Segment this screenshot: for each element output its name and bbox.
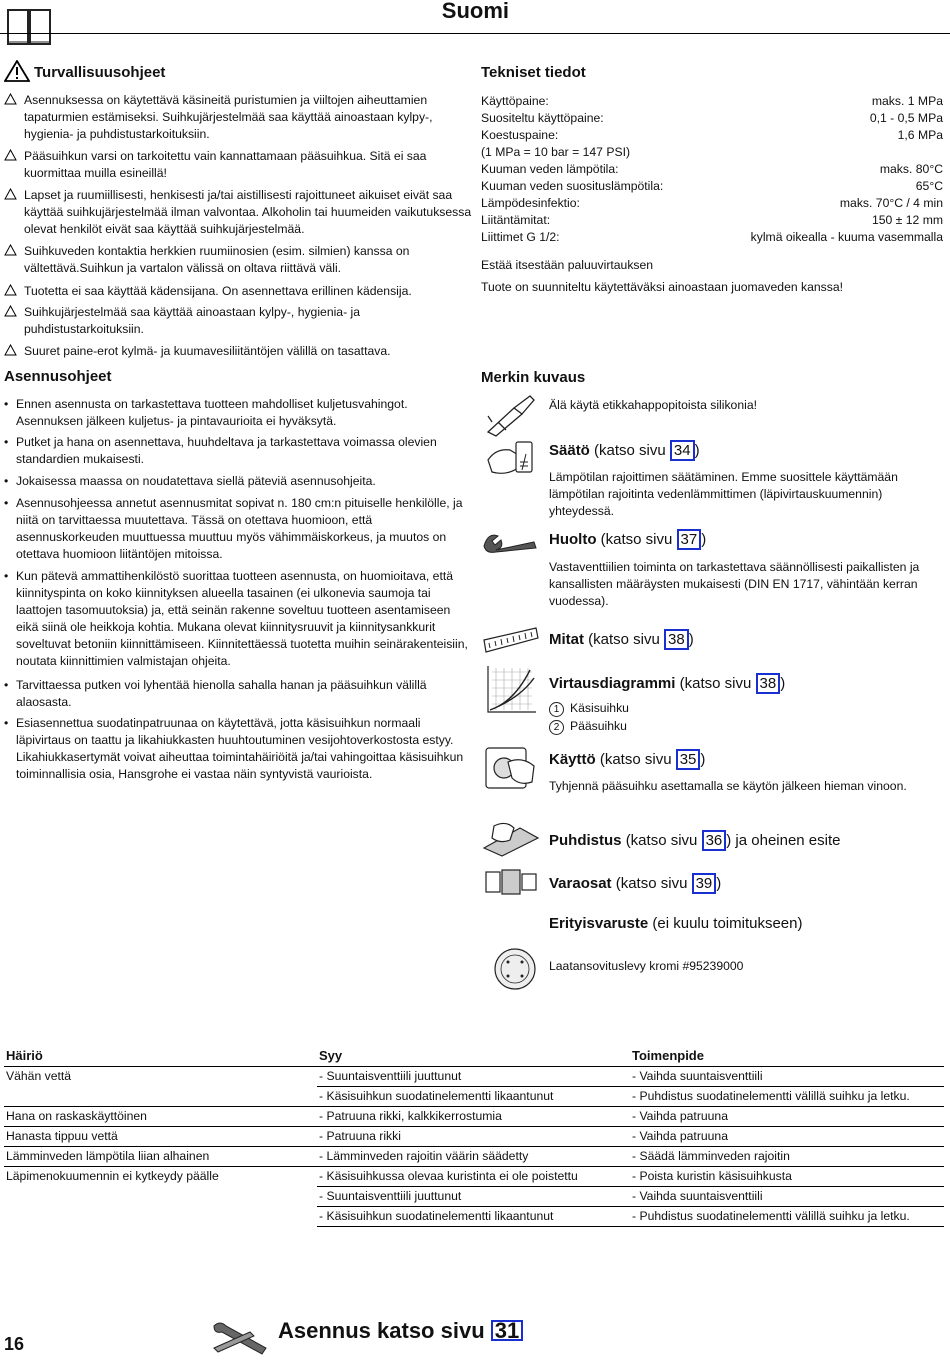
silicone-warning: Älä käytä etikkahappopitoista silikonia! [549, 398, 757, 412]
warning-icon [4, 244, 17, 256]
tech-note: Tuote on suunniteltu käytettäväksi ainoastaan juomaveden kanssa! [481, 280, 844, 294]
install-item: • Tarvittaessa putken voi lyhentää hienolla sahalla hanan ja pääsuihkun välillä alaosasta. [4, 678, 427, 709]
safety-item: Pääsuihkun varsi on tarkoitettu vain kannattamaan pääsuihkua. Sitä ei saa kuormittaa muilla esineillä! [4, 148, 482, 182]
accessory-heading: Erityisvaruste (ei kuulu toimitukseen) [549, 915, 803, 932]
install-item: • Esiasennettua suodatinpatruunaa on käytettävä, jotta käsisuihkun normaali läpivirtaus on taattu ja likahiukkasten huuhtoutuminen vesijohtoverkostosta estyy. Likahiukkasertymät voivat aiheuttaa toimintahäiriöitä ja/tai vahingoittaa käsisuihkun toiminnallisia osia, Hansgrohe ei vastaa näin syntyvistä vaurioista. [4, 716, 464, 781]
symbols-title: Merkin kuvaus [481, 369, 586, 386]
spec-row: Liittimet G 1/2: kylmä oikealla - kuuma vasemmalla [481, 230, 943, 244]
page-number: 16 [4, 1334, 25, 1354]
adjust-heading: Säätö (katso sivu 34 ) [549, 442, 700, 459]
safety-title: Turvallisuusohjeet [34, 64, 166, 81]
spec-row: Kuuman veden suosituslämpötila: 65°C [481, 179, 943, 193]
page-link[interactable]: 39 [692, 873, 717, 894]
safety-item: Lapset ja ruumiillisesti, henkisesti ja/tai aistillisesti rajoittuneet aikuiset eivät saa käyttää suihkujärjestelmää ilman valvontaa. Alkoholin tai huumeiden vaikutuksessa olevat henkilöt eivät saa käyttää suihkujärjestelmää. [4, 187, 482, 238]
service-text: Vastaventtiilien toiminta on tarkastettava säännöllisesti paikallisten ja kansallisten määräysten mukaisesti (DIN EN 1717, vähintään kerran vuodessa). [549, 560, 920, 608]
spec-row: Liitäntämitat: 150 ± 12 mm [481, 213, 943, 227]
column-header: Syy [317, 1045, 630, 1067]
service-heading: Huolto (katso sivu 37 ) [549, 531, 707, 548]
table-row: - Suuntaisventtiili juuttunut - Vaihda suuntaisventtiili [4, 1187, 944, 1207]
install-item: • Ennen asennusta on tarkastettava tuotteen mahdolliset kuljetusvahingot. Asennuksen jälkeen kuljetus- ja pintavaurioita ei hyväksytä. [4, 397, 408, 428]
page-link[interactable]: 37 [677, 529, 702, 550]
tools-icon [210, 1318, 272, 1356]
warning-icon [4, 305, 17, 317]
warning-icon [4, 344, 17, 356]
flow-diagram-icon [484, 664, 538, 716]
spare-parts-icon [482, 864, 540, 900]
table-header-row [4, 1045, 944, 1067]
use-heading: Käyttö (katso sivu 35 ) [549, 751, 706, 768]
operation-hand-icon [482, 742, 540, 792]
use-text: Tyhjennä pääsuihku asettamalla se käytön jälkeen hieman vinoon. [549, 779, 907, 793]
warning-icon [4, 60, 30, 82]
tech-note: Estää itsestään paluuvirtauksen [481, 258, 654, 272]
page-link[interactable]: 31 [491, 1320, 523, 1341]
trouble-table [4, 1045, 944, 1227]
table-row: Lämminveden lämpötila liian alhainen - Lämminveden rajoitin väärin säädetty - Säädä lämminveden rajoitin [4, 1147, 944, 1167]
page-link[interactable]: 34 [670, 440, 695, 461]
flow-heading: Virtausdiagrammi (katso sivu 38 ) [549, 675, 786, 692]
dims-heading: Mitat (katso sivu 38 ) [549, 631, 694, 648]
page-link[interactable]: 38 [756, 673, 781, 694]
tech-title: Tekniset tiedot [481, 64, 586, 81]
header-rule [0, 33, 950, 34]
spec-row: Lämpödesinfektio: maks. 70°C / 4 min [481, 196, 943, 210]
cleaning-sponge-icon [480, 818, 542, 858]
adjust-text: Lämpötilan rajoittimen säätäminen. Emme suosittele käyttämään lämpötilan rajoitinta vedenlämmittimen (läpivirtauskuumennin) yhteydessä. [549, 470, 898, 518]
safety-item: Suihkujärjestelmää saa käyttää ainoastaan kylpy-, hygienia- ja puhdistustarkoituksiin. [4, 304, 482, 338]
flow-legend-item: 2 Pääsuihku [549, 718, 627, 735]
safety-item: Asennuksessa on käytettävä käsineitä puristumien ja viiltojen aiheuttamien tapaturmien estämiseksi. Suihkujärjestelmää saa käyttää ainoastaan kylpy-, hygienia- ja puhdistustarkoituksiin. [4, 92, 482, 143]
page-link[interactable]: 35 [676, 749, 701, 770]
table-row: Läpimenokuumennin ei kytkeydy päälle - Käsisuihkussa olevaa kuristinta ei ole poistettu - Poista kuristin käsisuihkusta [4, 1167, 944, 1187]
table-row: Hana on raskaskäyttöinen - Patruuna rikki, kalkkikerrostumia - Vaihda patruuna [4, 1107, 944, 1127]
safety-item: Suuret paine-erot kylmä- ja kuumavesiliitäntöjen välillä on tasattava. [4, 343, 482, 360]
install-title: Asennusohjeet [4, 368, 112, 385]
install-item: • Asennusohjeessa annetut asennusmitat sopivat n. 180 cm:n pituiselle henkilölle, ja niitä on tarvittaessa muutettava. Tässä on otettava huomioon, että asennuskorkeuden muuttuessa muuttuu myös vähimmäiskorkeus, ja muutos on otettava huomioon liitäntöjen mitoissa. [4, 496, 463, 561]
spec-row: Kuuman veden lämpötila: maks. 80°C [481, 162, 943, 176]
adjust-hand-icon [484, 434, 540, 486]
page-link[interactable]: 38 [664, 629, 689, 650]
spec-row: Suositeltu käyttöpaine: 0,1 - 0,5 MPa [481, 111, 943, 125]
column-header: Häiriö [4, 1045, 317, 1067]
warning-icon [4, 93, 17, 105]
page-link[interactable]: 36 [702, 830, 727, 851]
column-header: Toimenpide [630, 1045, 944, 1067]
ruler-icon [482, 626, 540, 656]
table-row: - Käsisuihkun suodatinelementti likaantunut - Puhdistus suodatinelementti välillä suihku ja letku. [4, 1207, 944, 1227]
warning-icon [4, 284, 17, 296]
tile-plate-icon [492, 946, 538, 992]
assembly-reference: Asennus katso sivu 31 [278, 1320, 523, 1341]
accessory-item: Laatansovituslevy kromi #95239000 [549, 959, 744, 973]
spec-row: (1 MPa = 10 bar = 147 PSI) [481, 145, 631, 159]
warning-icon [4, 149, 17, 161]
spec-row: Käyttöpaine: maks. 1 MPa [481, 94, 943, 108]
table-row: Hanasta tippuu vettä - Patruuna rikki - Vaihda patruuna [4, 1127, 944, 1147]
table-row: Vähän vettä - Suuntaisventtiili juuttunut - Vaihda suuntaisventtiili [4, 1067, 944, 1087]
table-row: - Käsisuihkun suodatinelementti likaantunut - Puhdistus suodatinelementti välillä suihku ja letku. [4, 1087, 944, 1107]
language-title: Suomi [441, 0, 509, 23]
install-item: • Jokaisessa maassa on noudatettava siellä päteviä asennusohjeita. [4, 474, 376, 488]
install-item: • Kun pätevä ammattihenkilöstö suorittaa tuotteen asennusta, on huomioitava, että kiinnityspinta on koko kiinnityksen alueella tasainen (ei ulkonevia saumoja tai laattojen tasomuutoksia) ja, että seinän rakenne soveltuu tuotteen asentamiseen eikä siinä ole heikkoja kohtia. Mukana olevat kiinnitysruuvit ja kiinnitysankkurit soveltuvat betoniin kiinnittämiseen. Kiinnitettäessä tuotetta muihin seinärakenteisiin, noutata kiinnittimien valmistajan ohjeita. [4, 569, 468, 668]
parts-heading: Varaosat (katso sivu 39 ) [549, 875, 722, 892]
warning-icon [4, 188, 17, 200]
clean-heading: Puhdistus (katso sivu 36 ) ja oheinen esite [549, 832, 841, 849]
flow-legend-item: 1 Käsisuihku [549, 700, 629, 717]
spec-row: Koestuspaine: 1,6 MPa [481, 128, 943, 142]
safety-item: Suihkuveden kontaktia herkkien ruumiinosien (esim. silmien) kanssa on vältettävä.Suihkun ja vartalon välissä on oltava riittävä väli. [4, 243, 482, 277]
safety-item: Tuotetta ei saa käyttää kädensijana. On asennettava erillinen kädensija. [4, 283, 482, 300]
silicone-gun-icon [484, 392, 540, 438]
wrench-icon [482, 528, 540, 554]
book-icon [6, 6, 52, 46]
install-item: • Putket ja hana on asennettava, huuhdeltava ja tarkastettava voimassa olevien standardien mukaisesti. [4, 435, 437, 466]
